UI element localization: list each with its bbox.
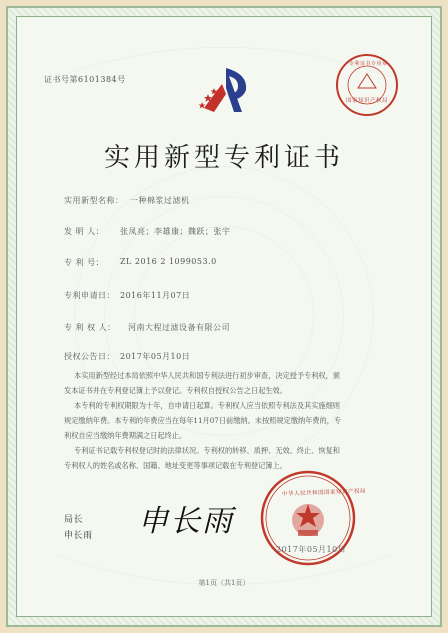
- field-value-patent-number: ZL 2016 2 1099053.0: [120, 257, 217, 266]
- body-line-5: 利权自应当缴纳年费期满之日起终止。: [64, 431, 187, 440]
- field-value-inventor: 张凤亮；李雄康；魏跃；张宇: [120, 227, 231, 236]
- field-label-inventor: 发 明 人：: [64, 227, 105, 236]
- field-label-patentee: 专 利 权 人：: [64, 323, 116, 332]
- body-line-1: 本实用新型经过本局依照中华人民共和国专利法进行初步审查，决定授予专利权，颁: [74, 371, 340, 380]
- director-title: 局长: [64, 515, 84, 525]
- body-line-3: 本专利的专利权期限为十年，自申请日起算。专利权人应当依照专利法及其实施细则: [74, 401, 340, 410]
- field-value-application-date: 2016年11月07日: [120, 291, 191, 300]
- field-label-application-date: 专利申请日：: [64, 291, 115, 300]
- seal-top-right-ring-text: 专利证书专用章: [349, 61, 388, 67]
- body-line-2: 发本证书并在专利登记簿上予以登记。专利权自授权公告之日起生效。: [64, 386, 287, 395]
- body-line-4: 规定缴纳年费。本专利的年费应当在每年11月07日前缴纳。未按照规定缴纳年费的，专: [64, 416, 342, 425]
- body-line-6: 专利证书记载专利权登记时的法律状况。专利权的转移、质押、无效、终止、恢复和: [74, 446, 340, 455]
- field-value-name: 一种棉浆过滤机: [130, 196, 190, 205]
- certificate-title: 实用新型专利证书: [103, 143, 344, 173]
- field-label-patent-number: 专 利 号：: [64, 258, 105, 267]
- certificate-number: 证书号第6101384号: [44, 75, 126, 84]
- director-signature: 申长雨: [138, 504, 234, 539]
- field-label-name: 实用新型名称：: [64, 196, 124, 205]
- cnipa-logo-icon: [196, 64, 254, 120]
- body-line-7: 专利权人的姓名或名称、国籍、地址变更等事项记载在专利登记簿上。: [64, 461, 287, 470]
- field-label-grant-date: 授权公告日：: [64, 352, 115, 361]
- issue-date: 2017年05月10日: [276, 545, 347, 554]
- field-value-patentee: 河南大程过滤设备有限公司: [128, 323, 230, 332]
- page-note: 第1页（共1页）: [198, 579, 250, 587]
- seal-top-right-inner-text: 国家知识产权局: [346, 98, 389, 104]
- director-name: 申长雨: [64, 531, 93, 541]
- bottom-seal-text: 中华人民共和国国家知识产权局: [281, 488, 367, 498]
- field-value-grant-date: 2017年05月10日: [120, 352, 191, 361]
